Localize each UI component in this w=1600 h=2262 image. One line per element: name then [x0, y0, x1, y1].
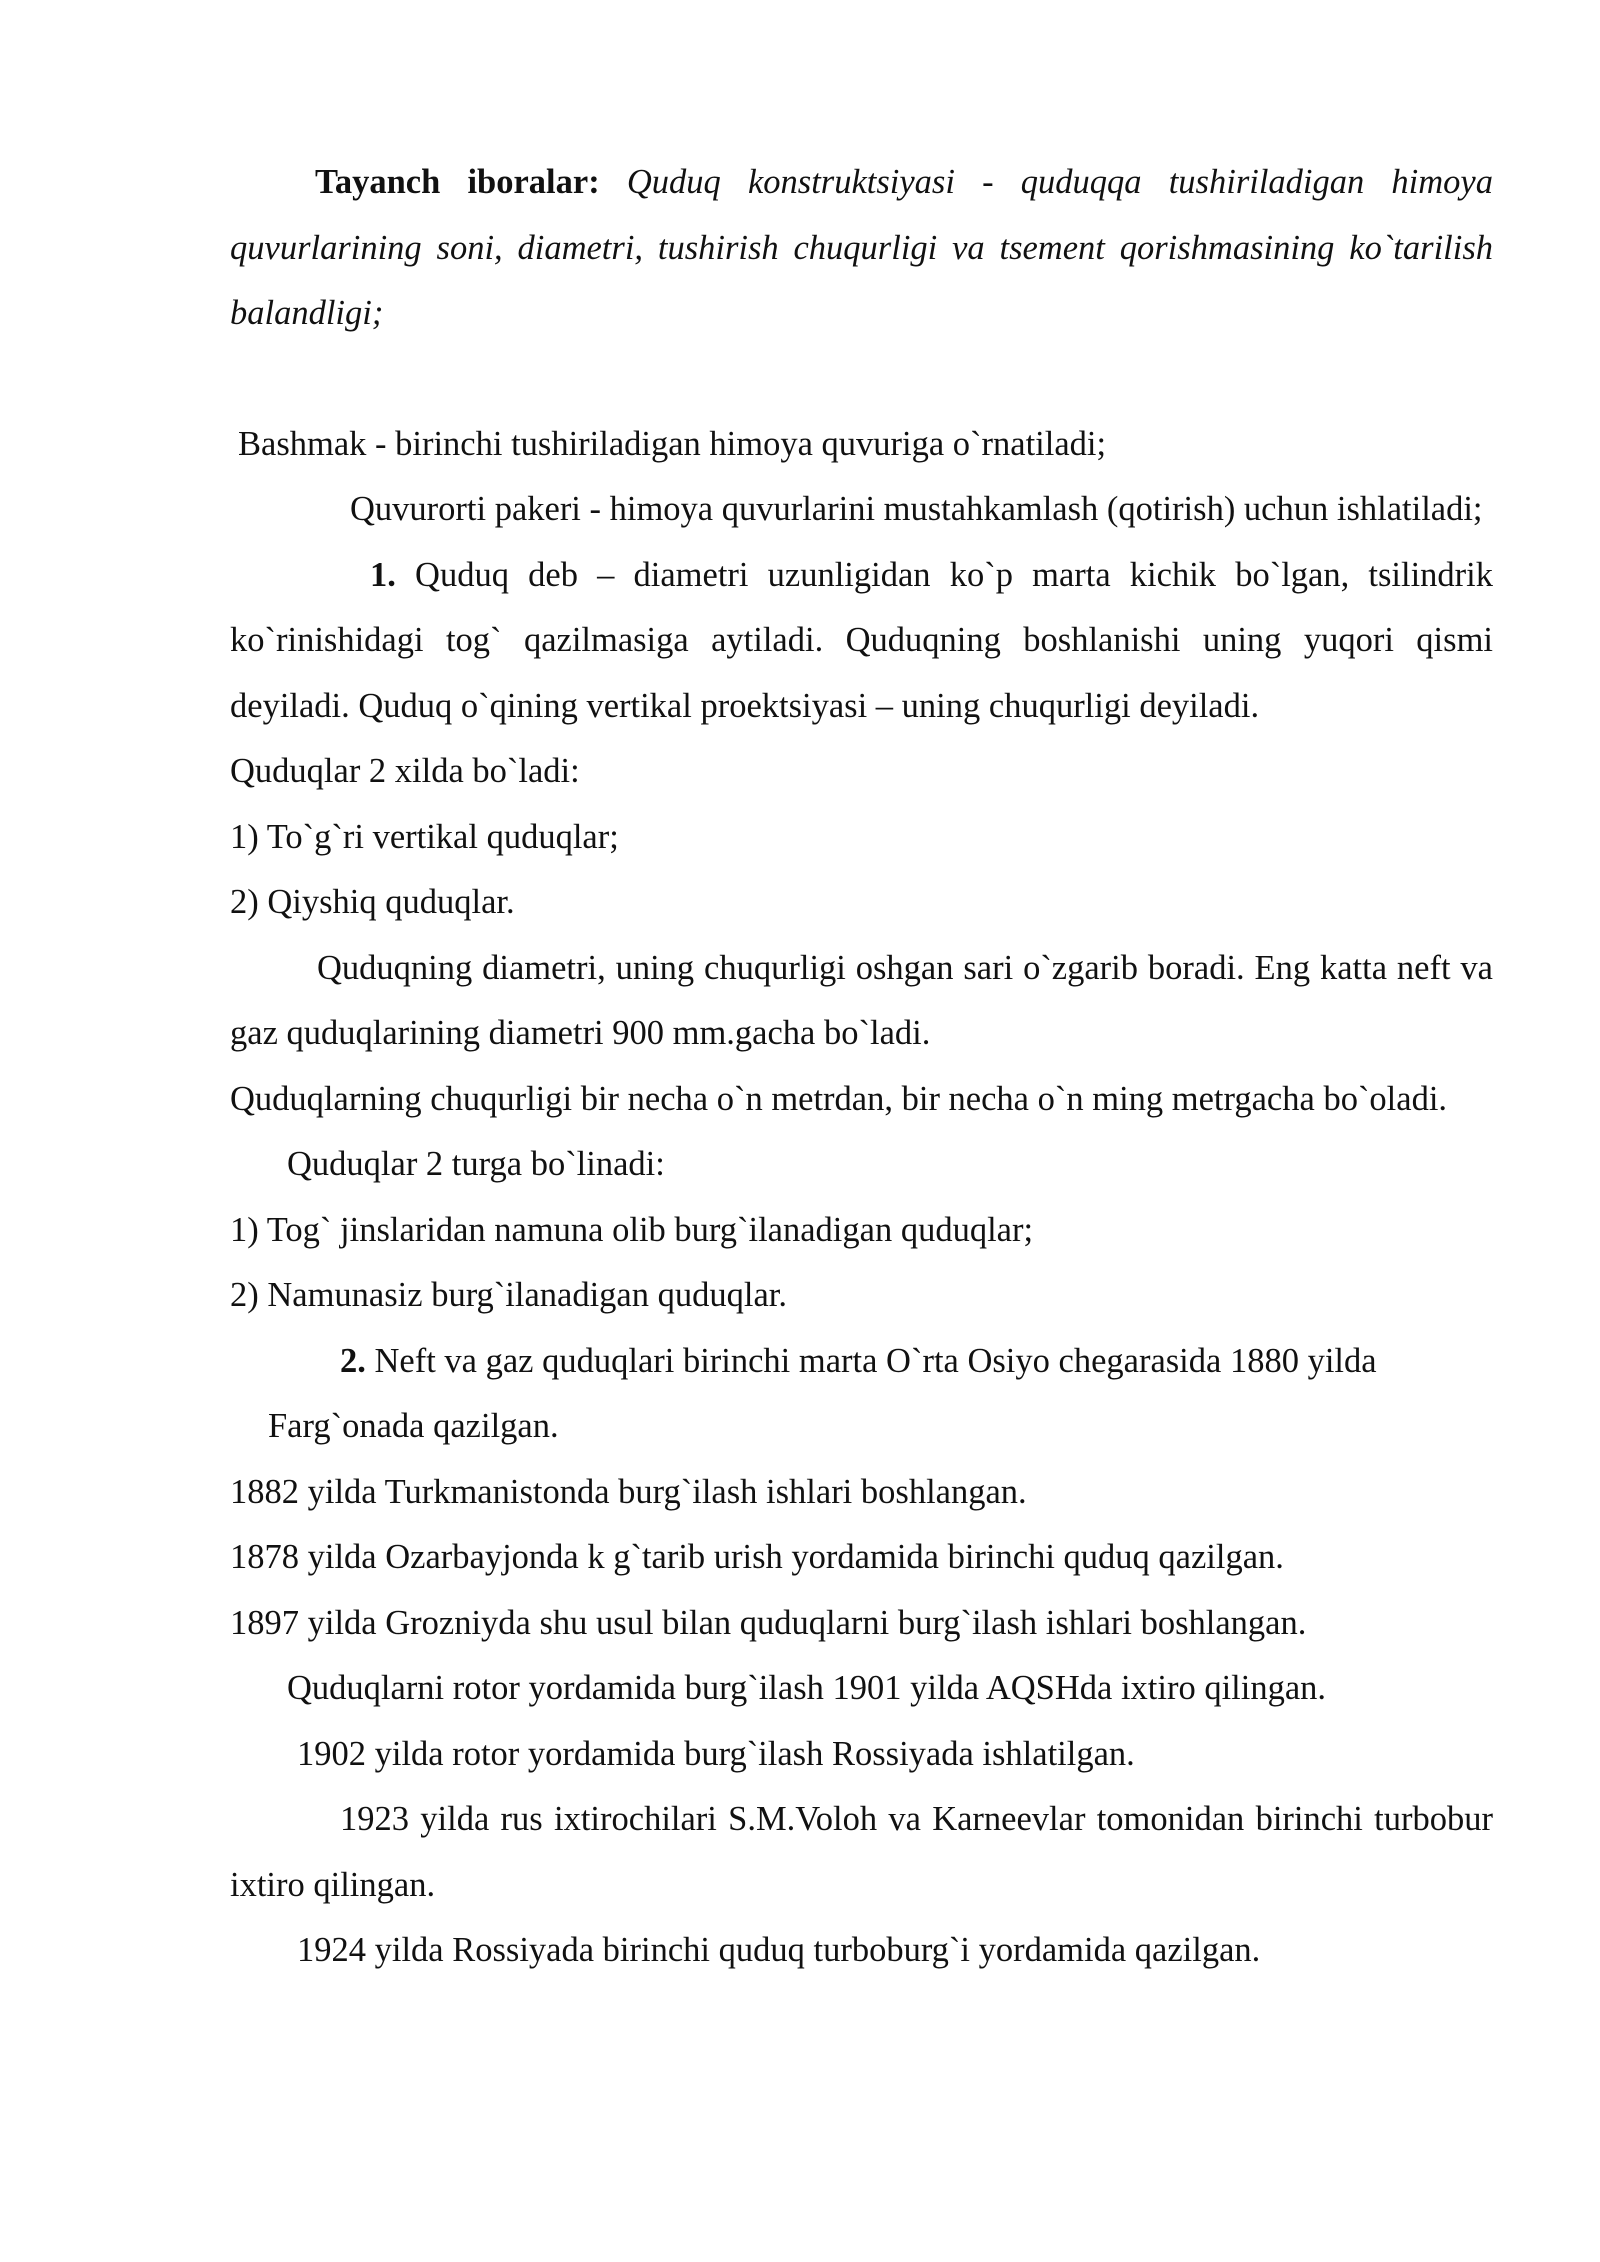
- history-line-1924: 1924 yilda Rossiyada birinchi quduq turboburg`i yordamida qazilgan.: [297, 1931, 1261, 1969]
- history-line-1902: 1902 yilda rotor yordamida burg`ilash Rossiyada ishlatilgan.: [297, 1734, 1135, 1773]
- bashmak-definition: Bashmak - birinchi tushiriladigan himoya quvuriga o`rnatiladi;: [238, 424, 1107, 463]
- section-1-paragraph: [230, 543, 1493, 740]
- history-line-1897: 1897 yilda Grozniyda shu usul bilan quduqlarni burg`ilash ishlari boshlangan.: [230, 1603, 1307, 1642]
- section-1-number: 1.: [370, 555, 396, 594]
- quvurorti-definition: Quvurorti pakeri - himoya quvurlarini mustahkamlash (qotirish) uchun ishlatiladi;: [350, 490, 1483, 528]
- history-line-1901: Quduqlarni rotor yordamida burg`ilash 1901 yilda AQSHda ixtiro qilingan.: [287, 1669, 1327, 1707]
- well-kinds-intro: Quduqlar 2 turga bo`linadi:: [287, 1145, 665, 1183]
- keywords-definition: Quduq konstruktsiyasi - quduqqa tushiriladigan himoya quvurlarining soni, diametri, tushirish chuqurligi va tsement qorishmasining ko`tarilish balandligi;: [230, 163, 1493, 332]
- well-type-item: 1) To`g`ri vertikal quduqlar;: [230, 817, 619, 856]
- keywords-paragraph: [230, 150, 1493, 347]
- keywords-heading: Tayanch iboralar:: [315, 163, 600, 201]
- well-type-item: 2) Qiyshiq quduqlar.: [230, 883, 515, 921]
- history-line-1882: 1882 yilda Turkmanistonda burg`ilash ishlari boshlangan.: [230, 1472, 1027, 1511]
- paragraph-gap: [230, 347, 1493, 412]
- well-kind-item: 2) Namunasiz burg`ilanadigan quduqlar.: [230, 1276, 787, 1314]
- document-page: [230, 150, 1493, 1984]
- diameter-paragraph: Quduqning diametri, uning chuqurligi oshgan sari o`zgarib boradi. Eng katta neft va gaz quduqlarining diametri 900 mm.gacha bo`ladi.: [230, 948, 1493, 1052]
- section-2-number: 2.: [340, 1341, 366, 1380]
- section-2-continuation: Farg`onada qazilgan.: [268, 1407, 559, 1445]
- section-2-text: Neft va gaz quduqlari birinchi marta O`rta Osiyo chegarasida 1880 yilda: [365, 1341, 1377, 1380]
- history-line-1878: 1878 yilda Ozarbayjonda k g`tarib urish yordamida birinchi quduq qazilgan.: [230, 1538, 1284, 1576]
- well-types-intro: Quduqlar 2 xilda bo`ladi:: [230, 752, 580, 790]
- section-2-paragraph: [230, 1329, 1493, 1395]
- history-line-1923: 1923 yilda rus ixtirochilari S.M.Voloh va Karneevlar tomonidan birinchi turbobur ixtiro qilingan.: [230, 1800, 1493, 1904]
- depth-paragraph: Quduqlarning chuqurligi bir necha o`n metrdan, bir necha o`n ming metrgacha bo`oladi.: [230, 1079, 1448, 1118]
- section-1-text: Quduq deb – diametri uzunligidan ko`p marta kichik bo`lgan, tsilindrik ko`rinishidagi tog` qazilmasiga aytiladi. Quduqning boshlanishi uning yuqori qismi deyiladi. Quduq o`qining vertikal proektsiyasi – uning chuqurligi deyiladi.: [230, 555, 1493, 725]
- well-kind-item: 1) Tog` jinslaridan namuna olib burg`ilanadigan quduqlar;: [230, 1210, 1034, 1249]
